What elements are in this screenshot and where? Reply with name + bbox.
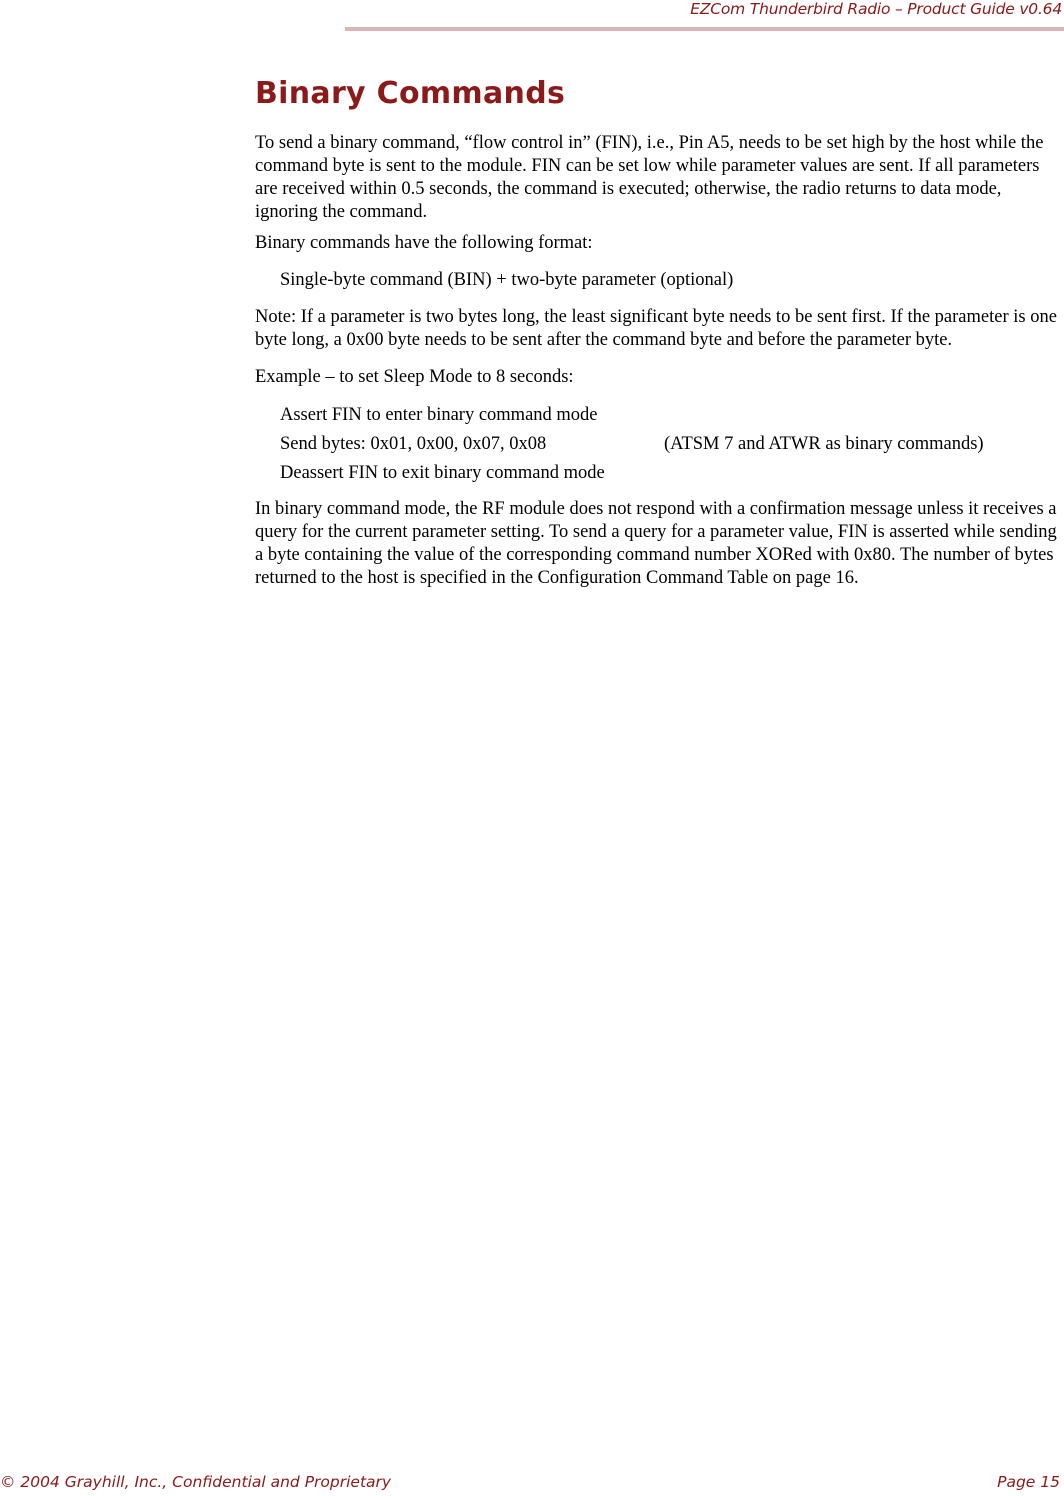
- section-heading: Binary Commands: [255, 76, 566, 111]
- example-step: [255, 430, 1063, 459]
- example-step-text: Send bytes: 0x01, 0x00, 0x07, 0x08: [280, 434, 547, 454]
- example-intro: Example – to set Sleep Mode to 8 seconds:: [255, 367, 574, 387]
- example-steps: [255, 401, 1063, 488]
- running-header-title: EZCom Thunderbird Radio – Product Guide v0.64: [690, 0, 1062, 18]
- command-format: Single-byte command (BIN) + two-byte parameter (optional): [280, 270, 734, 290]
- example-step-text: Deassert FIN to exit binary command mode: [280, 463, 605, 483]
- body-content: [255, 132, 1063, 590]
- intro-paragraph: To send a binary command, “flow control in” (FIN), i.e., Pin A5, needs to be set high by the host while the command byte is sent to the module. FIN can be set low while parameter values are sent. If all parameters are received within 0.5 seconds, the command is executed; otherwise, the radio returns to data mode, ignoring the command.: [255, 133, 1044, 222]
- footer-page-number: Page 15: [997, 1473, 1060, 1491]
- footer-copyright: © 2004 Grayhill, Inc., Confidential and Proprietary: [0, 1473, 392, 1491]
- header-rule: [345, 27, 1064, 31]
- example-step: [255, 401, 1063, 430]
- example-step-text: Assert FIN to enter binary command mode: [280, 405, 598, 425]
- query-paragraph: In binary command mode, the RF module does not respond with a confirmation message unless it receives a query for the current parameter setting. To send a query for a parameter value, FIN is asserted while sending a byte containing the value of the corresponding command number XORed with 0x80. The number of bytes returned to the host is specified in the Configuration Command Table on page 16.: [255, 499, 1057, 588]
- note-paragraph: Note: If a parameter is two bytes long, the least significant byte needs to be sent first. If the parameter is one byte long, a 0x00 byte needs to be sent after the command byte and before the parameter byte.: [255, 307, 1057, 350]
- example-step-comment: (ATSM 7 and ATWR as binary commands): [664, 434, 984, 454]
- format-intro-paragraph: Binary commands have the following format:: [255, 233, 593, 253]
- example-step: [255, 459, 1063, 488]
